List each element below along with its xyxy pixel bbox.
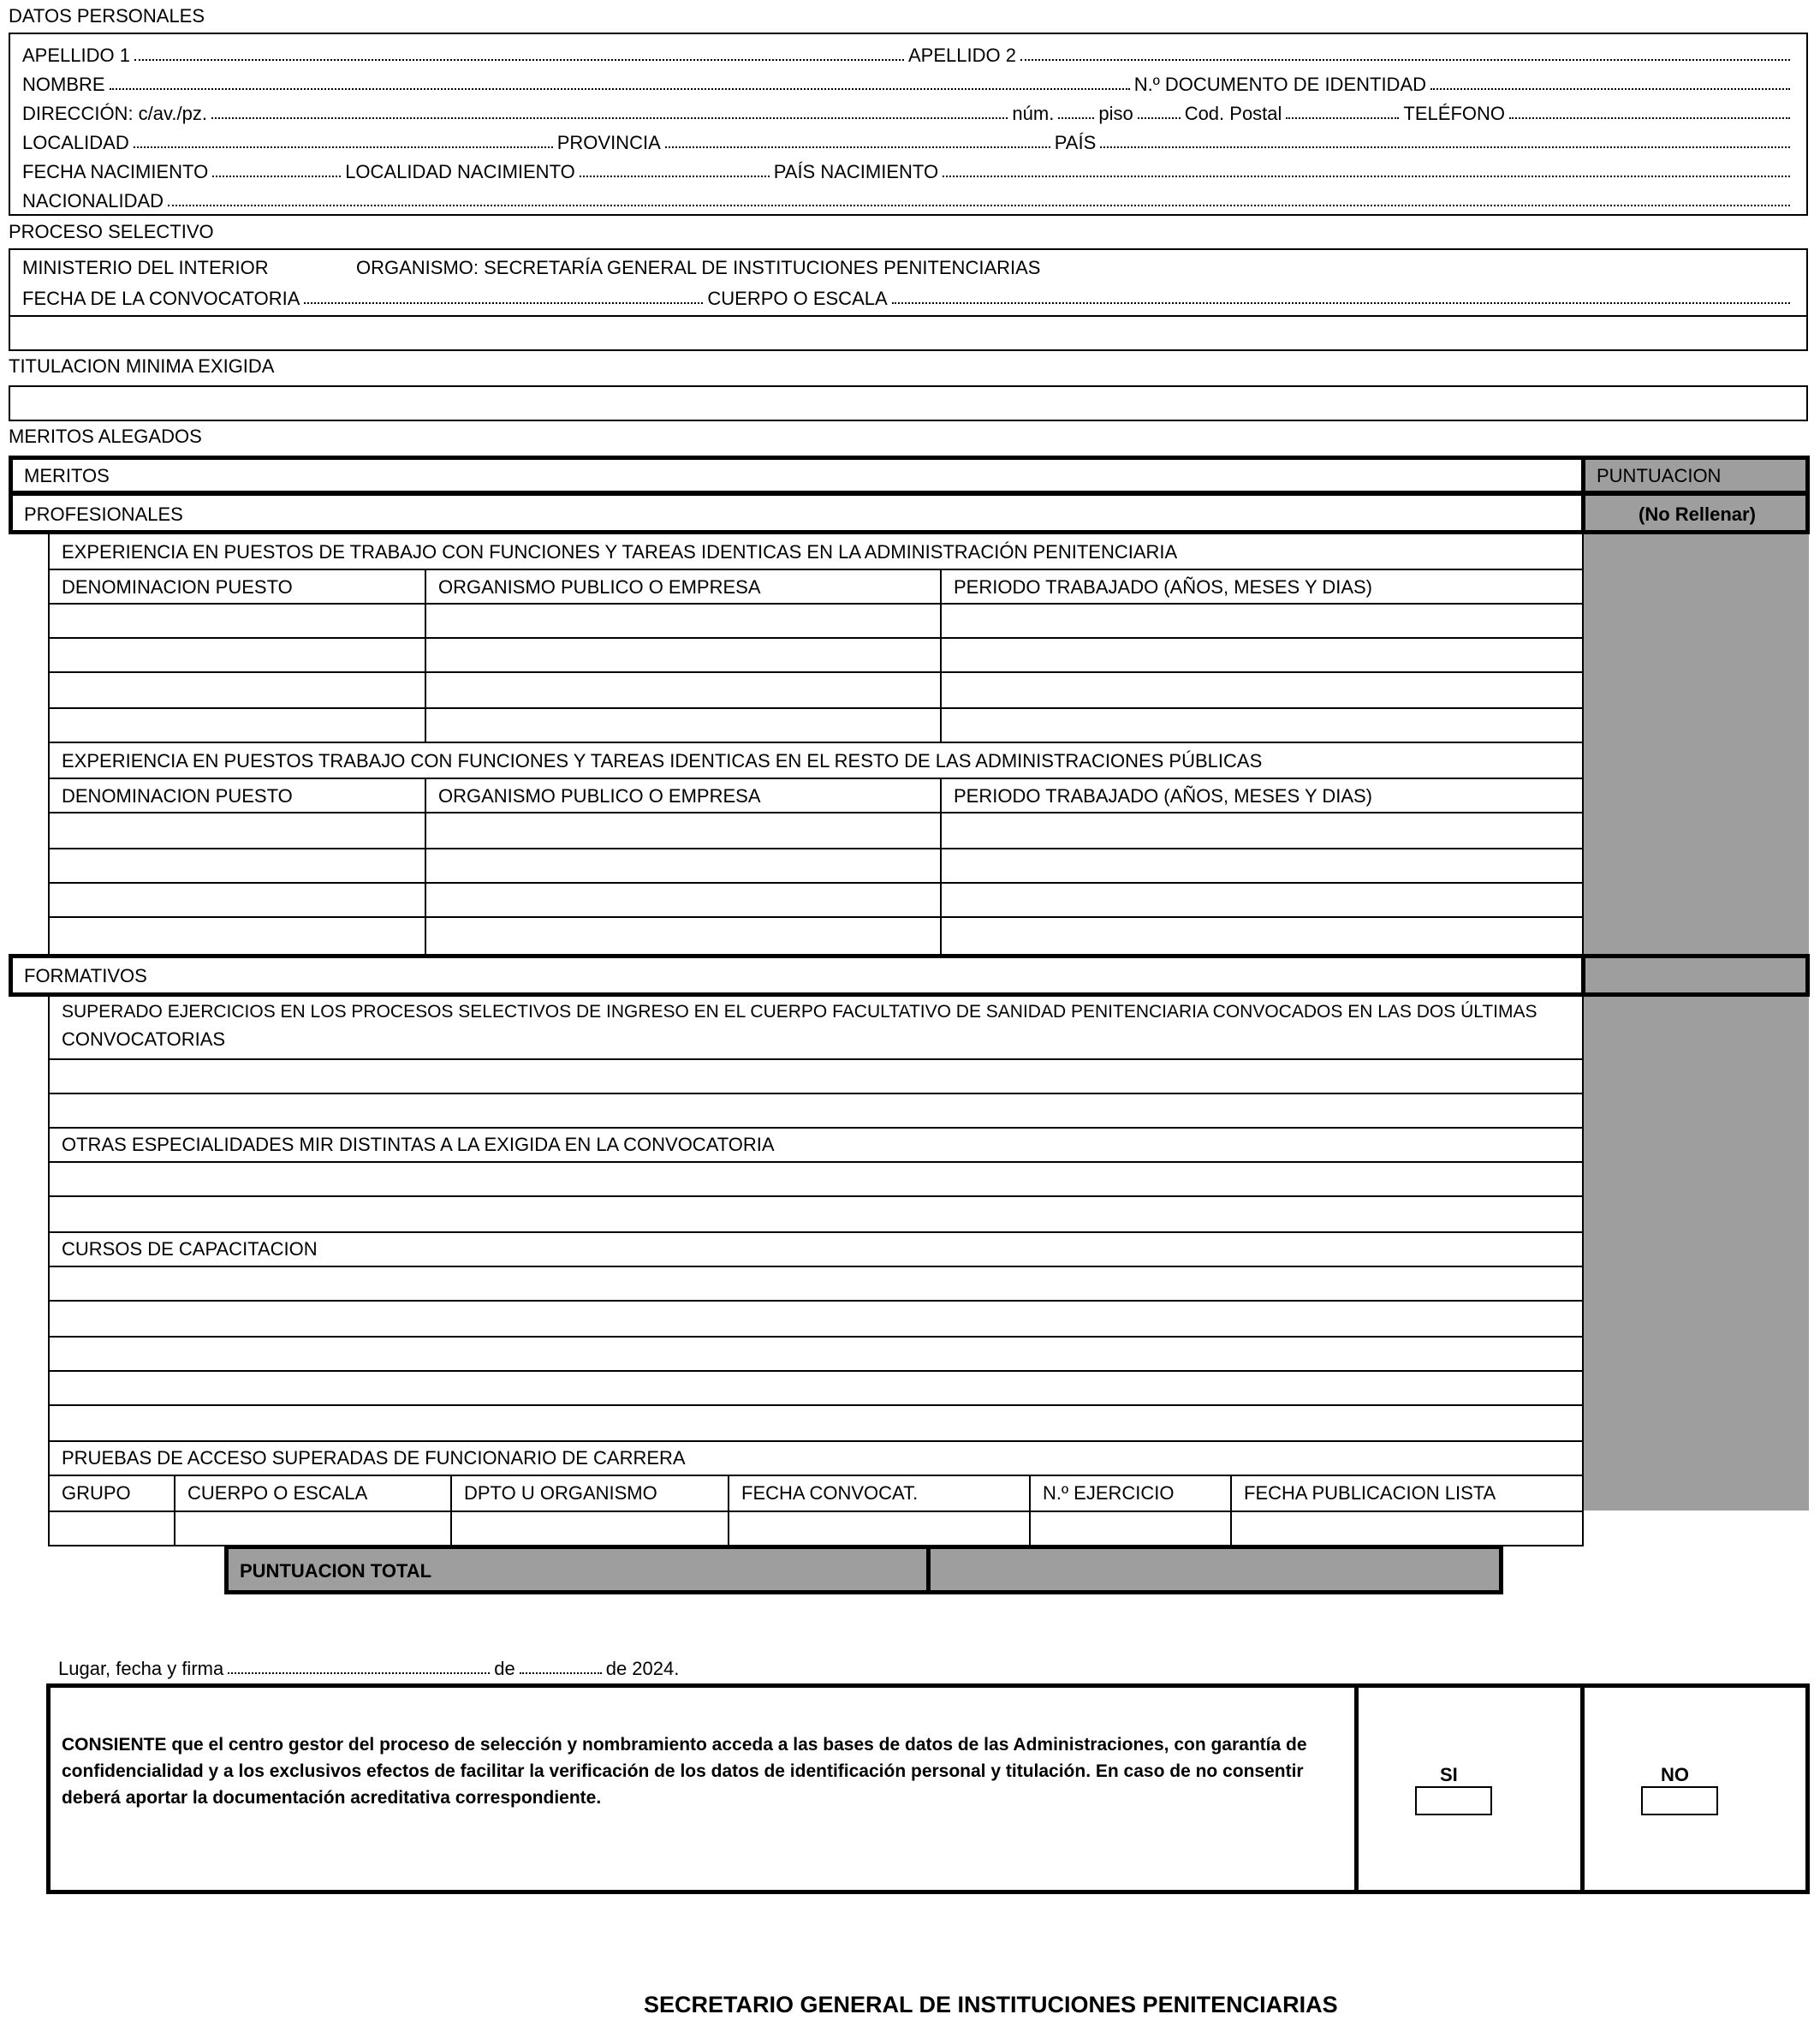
label-apellido1: APELLIDO 1 — [22, 45, 130, 66]
section-title-meritos-alegados: MERITOS ALEGADOS — [9, 426, 202, 447]
field-pais-nacimiento[interactable] — [943, 175, 1790, 177]
col-line — [926, 1545, 931, 1594]
field-nacionalidad[interactable] — [168, 204, 1790, 206]
field-piso[interactable] — [1138, 116, 1181, 119]
label-num: núm. — [1012, 103, 1055, 124]
row-nombre — [22, 67, 1794, 96]
checkbox-no[interactable] — [1641, 1786, 1718, 1815]
header-meritos-row — [9, 456, 1810, 495]
field-apellido2[interactable] — [1020, 58, 1790, 61]
row-direccion — [22, 96, 1794, 125]
col-organismo-1: ORGANISMO PUBLICO O EMPRESA — [438, 576, 761, 598]
field-documento[interactable] — [1430, 87, 1790, 90]
row-localidad — [22, 125, 1794, 154]
field-nombre[interactable] — [110, 87, 1130, 90]
input-otras-especialidades[interactable] — [50, 1163, 1580, 1230]
label-localidad-nacimiento: LOCALIDAD NACIMIENTO — [345, 161, 575, 182]
label-no: NO — [1661, 1764, 1689, 1785]
row-line — [48, 1231, 1582, 1233]
label-ministerio: MINISTERIO DEL INTERIOR — [22, 257, 269, 278]
label-puntuacion-total: PUNTUACION TOTAL — [240, 1560, 432, 1582]
section-title-datos-personales: DATOS PERSONALES — [9, 5, 205, 27]
label-superado-line1: SUPERADO EJERCICIOS EN LOS PROCESOS SELECTIVOS DE INGRESO EN EL CUERPO FACULTATIVO DE SANIDAD PENITENCIARIA CONVOCADOS EN LAS DOS ÚLTIMAS — [62, 1002, 1537, 1022]
consent-text-line3: deberá aportar la documentación acreditativa correspondiente. — [62, 1788, 602, 1808]
col-periodo-2: PERIODO TRABAJADO (AÑOS, MESES Y DIAS) — [954, 785, 1373, 807]
label-fecha-convocatoria: FECHA DE LA CONVOCATORIA — [22, 288, 300, 309]
field-direccion[interactable] — [211, 116, 1008, 119]
label-no-rellenar: (No Rellenar) — [1639, 504, 1756, 525]
inner-right-border-2 — [1582, 997, 1584, 1546]
row-line — [48, 569, 1582, 570]
field-fecha-nacimiento[interactable] — [212, 175, 341, 177]
field-mes[interactable] — [520, 1671, 602, 1674]
label-apellido2: APELLIDO 2 — [908, 45, 1016, 66]
row-apellidos — [22, 38, 1794, 67]
field-pais[interactable] — [1100, 146, 1790, 148]
col-denominacion-2: DENOMINACION PUESTO — [62, 785, 293, 807]
label-profesionales: PROFESIONALES — [24, 504, 183, 525]
label-pais-nacimiento: PAÍS NACIMIENTO — [773, 161, 939, 182]
col-ejercicio: N.º EJERCICIO — [1043, 1482, 1175, 1504]
input-denominacion-penitenciaria[interactable] — [50, 605, 423, 740]
col-fecha-publicacion: FECHA PUBLICACION LISTA — [1244, 1482, 1496, 1504]
label-formativos: FORMATIVOS — [24, 965, 147, 986]
field-fecha-convocatoria[interactable] — [304, 301, 703, 304]
label-telefono: TELÉFONO — [1403, 103, 1505, 124]
row-line — [48, 778, 1582, 779]
label-pais: PAÍS — [1054, 132, 1097, 153]
field-apellido1[interactable] — [134, 58, 904, 61]
input-denominacion-resto[interactable] — [50, 813, 423, 952]
label-si: SI — [1440, 1764, 1458, 1785]
profesionales-row — [9, 492, 1810, 534]
section-title-titulacion: TITULACION MINIMA EXIGIDA — [9, 355, 275, 377]
label-piso: piso — [1098, 103, 1133, 124]
label-pruebas: PRUEBAS DE ACCESO SUPERADAS DE FUNCIONARIO DE CARRERA — [62, 1447, 686, 1469]
row-convocatoria — [22, 281, 1794, 310]
label-documento: N.º DOCUMENTO DE IDENTIDAD — [1133, 74, 1426, 95]
col-grupo: GRUPO — [62, 1482, 131, 1504]
label-organismo: ORGANISMO: SECRETARÍA GENERAL DE INSTITUCIONES PENITENCIARIAS — [356, 257, 1041, 278]
input-cuerpo[interactable] — [175, 1512, 449, 1543]
field-num[interactable] — [1058, 116, 1094, 119]
input-fecha-publicacion[interactable] — [1232, 1512, 1581, 1543]
checkbox-si[interactable] — [1415, 1786, 1492, 1815]
field-cod-postal[interactable] — [1286, 116, 1399, 119]
label-superado-line2: CONVOCATORIAS — [62, 1028, 226, 1050]
input-dpto[interactable] — [452, 1512, 727, 1543]
col-cuerpo: CUERPO O ESCALA — [187, 1482, 368, 1504]
row-line — [48, 742, 1582, 743]
row-nacimiento — [22, 154, 1794, 183]
field-lugar-fecha[interactable] — [228, 1671, 490, 1674]
label-cursos: CURSOS DE CAPACITACION — [62, 1238, 318, 1260]
inner-right-border-1 — [1582, 534, 1584, 954]
label-direccion: DIRECCIÓN: c/av./pz. — [22, 103, 207, 124]
col-organismo-2: ORGANISMO PUBLICO O EMPRESA — [438, 785, 761, 807]
label-de2: de 2024. — [605, 1658, 680, 1679]
formativos-row — [9, 954, 1810, 997]
input-periodo-resto[interactable] — [942, 813, 1580, 952]
label-nacionalidad: NACIONALIDAD — [22, 190, 164, 212]
section-title-proceso-selectivo: PROCESO SELECTIVO — [9, 221, 214, 242]
label-provincia: PROVINCIA — [556, 132, 661, 153]
input-periodo-penitenciaria[interactable] — [942, 605, 1580, 740]
label-cuerpo-escala: CUERPO O ESCALA — [707, 288, 888, 309]
label-cod-postal: Cod. Postal — [1184, 103, 1282, 124]
col-line — [1581, 954, 1585, 997]
field-telefono[interactable] — [1509, 116, 1790, 119]
col-line — [1354, 1683, 1359, 1894]
input-organismo-resto[interactable] — [426, 813, 938, 952]
row-nacionalidad — [22, 183, 1794, 212]
label-exp-resto: EXPERIENCIA EN PUESTOS TRABAJO CON FUNCIONES Y TAREAS IDENTICAS EN EL RESTO DE LAS ADMINISTRACIONES PÚBLICAS — [62, 750, 1263, 772]
proceso-extra-field[interactable] — [10, 317, 1806, 349]
col-line — [1580, 1683, 1585, 1894]
input-ejercicio[interactable] — [1031, 1512, 1229, 1543]
label-lugar: Lugar, fecha y firma — [58, 1658, 224, 1679]
label-fecha-nacimiento: FECHA NACIMIENTO — [22, 161, 209, 182]
input-fecha-convocat[interactable] — [729, 1512, 1028, 1543]
consent-text-line2: confidencialidad y a los exclusivos efectos de facilitar la verificación de los datos de identificación personal y titulación. En caso de no consentir — [62, 1761, 1304, 1781]
field-localidad-nacimiento[interactable] — [580, 175, 770, 177]
input-superado[interactable] — [50, 1060, 1580, 1125]
consent-text-line1: CONSIENTE que el centro gestor del proceso de selección y nombramiento acceda a las bases de datos de las Administraciones, con garantía de — [62, 1735, 1307, 1755]
label-nombre: NOMBRE — [22, 74, 105, 95]
input-organismo-penitenciaria[interactable] — [426, 605, 938, 740]
field-localidad[interactable] — [134, 146, 553, 148]
label-exp-penitenciaria: EXPERIENCIA EN PUESTOS DE TRABAJO CON FUNCIONES Y TAREAS IDENTICAS EN LA ADMINISTRACIÓN PENITENCIARIA — [62, 541, 1178, 563]
row-line — [48, 1475, 1582, 1476]
field-cuerpo-escala[interactable] — [892, 301, 1790, 304]
input-cursos[interactable] — [50, 1267, 1580, 1439]
input-grupo[interactable] — [50, 1512, 173, 1543]
col-denominacion-1: DENOMINACION PUESTO — [62, 576, 293, 598]
label-de1: de — [494, 1658, 515, 1679]
col-periodo-1: PERIODO TRABAJADO (AÑOS, MESES Y DIAS) — [954, 576, 1373, 598]
header-meritos: MERITOS — [24, 465, 110, 486]
header-puntuacion: PUNTUACION — [1597, 465, 1722, 486]
row-firma — [58, 1651, 750, 1680]
label-otras-especialidades: OTRAS ESPECIALIDADES MIR DISTINTAS A LA EXIGIDA EN LA CONVOCATORIA — [62, 1134, 775, 1155]
field-provincia[interactable] — [665, 146, 1050, 148]
footer-secretario: SECRETARIO GENERAL DE INSTITUCIONES PENITENCIARIAS — [644, 1992, 1338, 2017]
row-line — [48, 1440, 1582, 1442]
col-fecha-convocat: FECHA CONVOCAT. — [741, 1482, 919, 1504]
field-titulacion[interactable] — [9, 385, 1808, 421]
row-line — [48, 1127, 1582, 1129]
label-localidad: LOCALIDAD — [22, 132, 129, 153]
col-dpto: DPTO U ORGANISMO — [464, 1482, 657, 1504]
